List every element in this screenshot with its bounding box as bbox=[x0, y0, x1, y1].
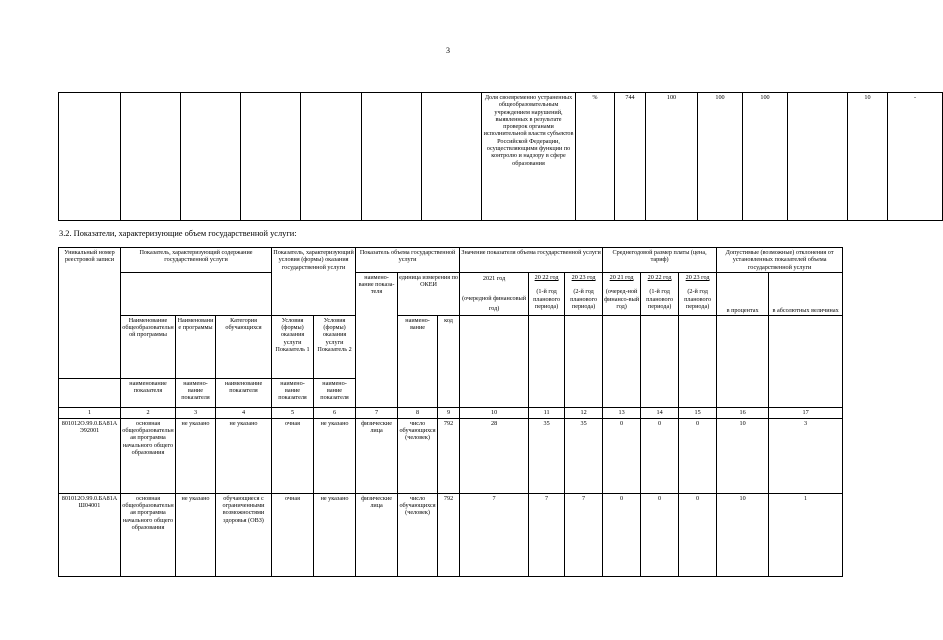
value-2022: 100 bbox=[698, 93, 743, 221]
value-2023: 100 bbox=[743, 93, 788, 221]
header-content: Показатель, характеризующий содержание государственной услуги bbox=[121, 248, 272, 273]
column-number: 10 bbox=[460, 407, 529, 418]
section-title: 3.2. Показатели, характеризующие объем государственной услуги: bbox=[59, 229, 297, 238]
indicator-name: физические лица bbox=[356, 418, 398, 493]
empty-cell bbox=[59, 93, 121, 221]
program-type: не указано bbox=[176, 418, 216, 493]
column-number: 15 bbox=[679, 407, 717, 418]
program-name: основная общеобразовательная программа начального общего образования bbox=[121, 418, 176, 493]
column-number: 11 bbox=[529, 407, 565, 418]
header-content-spacer bbox=[121, 272, 272, 315]
header-program-name: Наименование общеобразовательной программы bbox=[121, 315, 176, 378]
header-fees: Среднегодовой размер платы (цена, тариф) bbox=[603, 248, 717, 273]
year-label: 20 21 год bbox=[609, 273, 634, 281]
empty-cell bbox=[181, 93, 241, 221]
plan-note: (2-й год планового периода) bbox=[570, 288, 598, 311]
value-2023: 7 bbox=[565, 493, 603, 576]
sub-header-ind-name: наименование показателя bbox=[216, 378, 272, 407]
unit-code: 792 bbox=[438, 493, 460, 576]
header-volume-unit: единица измерения по ОКЕИ bbox=[398, 272, 460, 315]
value-2022: 7 bbox=[529, 493, 565, 576]
year-label: 20 22 год bbox=[534, 273, 559, 281]
deviation-percent: 10 bbox=[717, 493, 769, 576]
deviation-abs: 3 bbox=[769, 418, 843, 493]
unit-code: 792 bbox=[438, 418, 460, 493]
column-number: 13 bbox=[603, 407, 641, 418]
column-number-row bbox=[59, 407, 843, 418]
empty-cell bbox=[788, 93, 848, 221]
deviation-abs: 1 bbox=[769, 493, 843, 576]
column-number: 14 bbox=[641, 407, 679, 418]
fee-2021: 0 bbox=[603, 493, 641, 576]
fee-2021: 0 bbox=[603, 418, 641, 493]
unit-name: число обучающихся (человек) bbox=[398, 418, 438, 493]
value-2022: 35 bbox=[529, 418, 565, 493]
header-allowed: Допустимые (возможные) отклонения от установленных показателей объема государственной услуги bbox=[717, 248, 843, 273]
column-number: 8 bbox=[398, 407, 438, 418]
year-label: 20 22 год bbox=[647, 273, 672, 281]
header-programs: Наименование программы bbox=[176, 315, 216, 378]
unit-name: число обучающихся (человек) bbox=[398, 493, 438, 576]
header-fees-spacer bbox=[679, 315, 717, 407]
fin-year-note: (очеред-ной финансо-вый год) bbox=[604, 288, 640, 311]
header-allowed-spacer bbox=[769, 315, 843, 407]
fee-2022: 0 bbox=[641, 418, 679, 493]
empty-cell bbox=[362, 93, 422, 221]
plan-note: (1-й год планового периода) bbox=[646, 288, 674, 311]
year-label: 20 23 год bbox=[571, 273, 596, 281]
header-volume-name: наимено-вание показа-теля bbox=[356, 272, 398, 407]
header-volume: Показатель объема государственной услуги bbox=[356, 248, 460, 273]
okei-code: 744 bbox=[615, 93, 646, 221]
volume-indicators-table bbox=[58, 247, 843, 577]
fee-2023: 0 bbox=[679, 418, 717, 493]
table-row bbox=[59, 418, 843, 493]
deviation-abs: - bbox=[888, 93, 943, 221]
column-number: 9 bbox=[438, 407, 460, 418]
unit: % bbox=[576, 93, 615, 221]
fee-2023: 0 bbox=[679, 493, 717, 576]
value-2021: 100 bbox=[646, 93, 698, 221]
header-fees-spacer bbox=[641, 315, 679, 407]
year-label: 2021 год bbox=[482, 274, 506, 282]
header-year-2021 bbox=[460, 272, 529, 315]
header-conditions: Показатель, характеризующий условия (формы) оказания государственной услуги bbox=[272, 248, 356, 316]
header-unit-name: наимено-вание bbox=[398, 315, 438, 407]
sub-header-ind-name: наименование показателя bbox=[121, 378, 176, 407]
header-fee-2022 bbox=[641, 272, 679, 315]
value-2023: 35 bbox=[565, 418, 603, 493]
header-values-spacer bbox=[529, 315, 565, 407]
fin-year-note: (очередной финансовый год) bbox=[462, 294, 527, 312]
table-row bbox=[59, 493, 843, 576]
plan-note: (1-й год планового периода) bbox=[533, 288, 561, 311]
empty-cell bbox=[301, 93, 362, 221]
header-fees-spacer bbox=[603, 315, 641, 407]
header-values: Значение показателя объема государственной услуги bbox=[460, 248, 603, 273]
student-category: обучающиеся с ограниченными возможностями здоровья (ОВЗ) bbox=[216, 493, 272, 576]
study-form: очная bbox=[272, 418, 314, 493]
column-number: 17 bbox=[769, 407, 843, 418]
header-year-2023 bbox=[565, 272, 603, 315]
condition-2: не указано bbox=[314, 418, 356, 493]
header-values-spacer bbox=[565, 315, 603, 407]
sub-header-ind-name: наимено-вание показателя bbox=[176, 378, 216, 407]
condition-2: не указано bbox=[314, 493, 356, 576]
registry-number: 801012О.99.0.БА81АШ04001 bbox=[59, 493, 121, 576]
indicator-name: физические лица bbox=[356, 493, 398, 576]
indicator-name: Доля своевременно устраненных общеобразовательным учреждением нарушений, выявленных в результате проверок органами исполнительной власти субъектов Российской Федерации, осуществляющими функции по контролю и надзору в сфере образования bbox=[482, 93, 576, 221]
header-allowed-spacer bbox=[717, 315, 769, 407]
deviation-percent: 10 bbox=[717, 418, 769, 493]
sub-header-registry-spacer bbox=[59, 378, 121, 407]
column-number: 4 bbox=[216, 407, 272, 418]
page-number: 3 bbox=[446, 46, 450, 55]
header-unit-code: код bbox=[438, 315, 460, 407]
empty-cell bbox=[422, 93, 482, 221]
header-in-percent: в процентах bbox=[717, 272, 769, 315]
header-values-spacer bbox=[460, 315, 529, 407]
column-number: 12 bbox=[565, 407, 603, 418]
column-number: 3 bbox=[176, 407, 216, 418]
header-in-abs: в абсолютных величинах bbox=[769, 272, 843, 315]
deviation-percent: 10 bbox=[848, 93, 888, 221]
registry-number: 801012О.99.0.БА81АЭ92001 bbox=[59, 418, 121, 493]
empty-cell bbox=[121, 93, 181, 221]
header-registry: Уникальный номер реестровой записи bbox=[59, 248, 121, 379]
header-cond2: Условия (формы) оказания услуги Показатель 2 bbox=[314, 315, 356, 378]
table-row bbox=[59, 93, 943, 221]
value-2021: 7 bbox=[460, 493, 529, 576]
column-number: 1 bbox=[59, 407, 121, 418]
header-row-1 bbox=[59, 248, 843, 273]
sub-header-ind-name: наимено-вание показателя bbox=[314, 378, 356, 407]
header-fee-2021 bbox=[603, 272, 641, 315]
program-type: не указано bbox=[176, 493, 216, 576]
quality-indicators-table-continuation bbox=[58, 92, 943, 221]
study-form: очная bbox=[272, 493, 314, 576]
fee-2022: 0 bbox=[641, 493, 679, 576]
column-number: 16 bbox=[717, 407, 769, 418]
year-label: 20 23 год bbox=[685, 273, 710, 281]
header-row-3 bbox=[59, 315, 843, 378]
header-row-2 bbox=[59, 272, 843, 315]
header-year-2022 bbox=[529, 272, 565, 315]
header-cond1: Условия (формы) оказания услуги Показатель 1 bbox=[272, 315, 314, 378]
header-fee-2023 bbox=[679, 272, 717, 315]
sub-header-ind-name: наимено-вание показателя bbox=[272, 378, 314, 407]
column-number: 2 bbox=[121, 407, 176, 418]
value-2021: 28 bbox=[460, 418, 529, 493]
column-number: 7 bbox=[356, 407, 398, 418]
column-number: 6 bbox=[314, 407, 356, 418]
column-number: 5 bbox=[272, 407, 314, 418]
student-category: не указано bbox=[216, 418, 272, 493]
plan-note: (2-й год планового периода) bbox=[684, 288, 712, 311]
empty-cell bbox=[241, 93, 301, 221]
program-name: основная общеобразовательная программа начального общего образования bbox=[121, 493, 176, 576]
header-category: Категория обучающихся bbox=[216, 315, 272, 378]
